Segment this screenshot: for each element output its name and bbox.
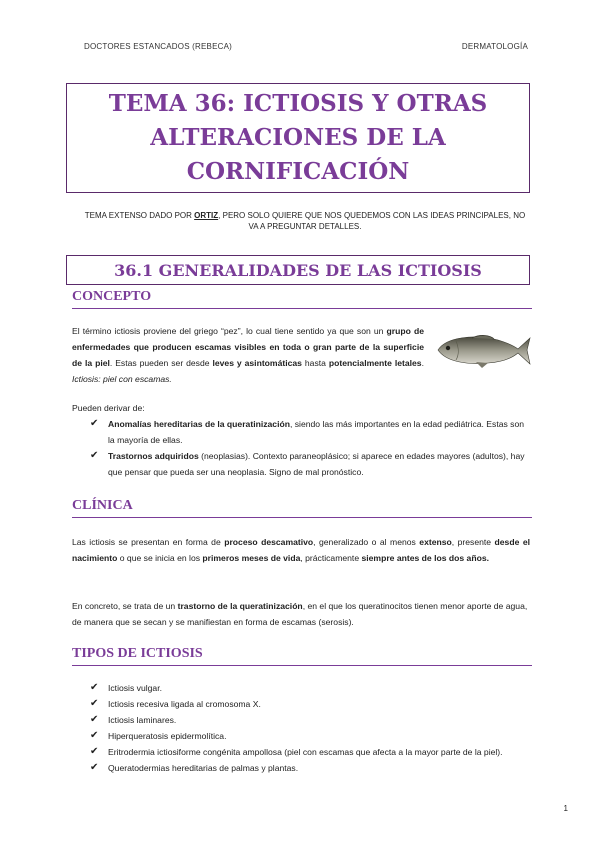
list-item bbox=[90, 448, 530, 480]
intro-note bbox=[80, 210, 530, 232]
text: , en el que los queratinocitos tienen menor aporte de agua, de manera que se secan y se manifiestan en forma de escamas (serosis). bbox=[72, 601, 528, 627]
text-bold: trastorno de la queratinización bbox=[177, 601, 303, 611]
text-bold: proceso descamativo bbox=[224, 537, 314, 547]
concepto-paragraph bbox=[72, 323, 424, 387]
fish-image bbox=[432, 330, 532, 370]
item-text: Queratodermias hereditarias de palmas y plantas. bbox=[108, 763, 299, 773]
item-text: , siendo las más importantes en la edad pediátrica. Estas son la mayoría de ellas. bbox=[108, 419, 525, 445]
check-icon: ✔ bbox=[90, 698, 99, 709]
item-text: Eritrodermia ictiosiforme congénita ampollosa (piel con escamas que afecta a la mayor parte de la piel). bbox=[108, 747, 503, 757]
text: . bbox=[421, 358, 424, 368]
text: El término ictiosis proviene del griego “pez”, lo cual tiene sentido ya que son un bbox=[72, 326, 387, 336]
note-text: TEMA EXTENSO DADO POR bbox=[84, 211, 195, 220]
text-bold: desde el nacimiento bbox=[72, 537, 530, 563]
text-bold: siempre antes de los dos años. bbox=[361, 553, 490, 563]
text-bold: primeros meses de vida bbox=[202, 553, 301, 563]
list-item bbox=[90, 760, 550, 776]
list-item bbox=[90, 696, 550, 712]
item-text: Ictiosis recesiva ligada al cromosoma X. bbox=[108, 699, 261, 709]
list-item bbox=[90, 416, 530, 448]
heading-clinica: CLÍNICA bbox=[72, 498, 532, 518]
heading-tipos: TIPOS DE ICTIOSIS bbox=[72, 646, 532, 666]
check-icon: ✔ bbox=[90, 714, 99, 725]
text: , presente bbox=[451, 537, 495, 547]
page-number: 1 bbox=[563, 804, 568, 813]
item-bold: Trastornos adquiridos bbox=[108, 451, 199, 461]
item-text: Ictiosis laminares. bbox=[108, 715, 177, 725]
check-icon: ✔ bbox=[90, 730, 99, 741]
text-italic: Ictiosis: piel con escamas. bbox=[72, 374, 172, 384]
check-icon: ✔ bbox=[90, 450, 99, 461]
note-author: ORTIZ bbox=[194, 211, 219, 220]
text: Las ictiosis se presentan en forma de bbox=[72, 537, 225, 547]
text: En concreto, se trata de un bbox=[72, 601, 178, 611]
text-bold: potencialmente letales bbox=[328, 358, 422, 368]
section-title: 36.1 GENERALIDADES DE LAS ICTIOSIS bbox=[114, 260, 482, 280]
derivar-label: Pueden derivar de: bbox=[72, 403, 145, 413]
text: o que se inicia en los bbox=[117, 553, 203, 563]
list-item bbox=[90, 712, 550, 728]
text-bold: extenso bbox=[419, 537, 452, 547]
item-text: (neoplasias). Contexto paraneoplásico; si aparece en edades mayores (adultos), hay que pensar que pueda ser una neoplasia. Signo de mal pronóstico. bbox=[108, 451, 525, 477]
tipos-list bbox=[90, 680, 550, 776]
text-bold: grupo de enfermedades que producen escamas visibles en toda o gran parte de la superficie de la piel bbox=[72, 326, 424, 368]
page-title: TEMA 36: ICTIOSIS Y OTRAS ALTERACIONES DE LA CORNIFICACIÓN bbox=[108, 90, 488, 185]
section-box bbox=[66, 255, 530, 285]
heading-concepto: CONCEPTO bbox=[72, 289, 532, 309]
list-item bbox=[90, 728, 550, 744]
clinica-paragraph-2 bbox=[72, 598, 530, 630]
item-bold: Anomalías hereditarias de la queratinización bbox=[108, 419, 290, 429]
check-icon: ✔ bbox=[90, 746, 99, 757]
text: hasta bbox=[301, 358, 329, 368]
list-item bbox=[90, 744, 550, 760]
derivar-list bbox=[90, 416, 530, 480]
text: . Estas pueden ser desde bbox=[109, 358, 213, 368]
item-text: Ictiosis vulgar. bbox=[108, 683, 162, 693]
check-icon: ✔ bbox=[90, 418, 99, 429]
check-icon: ✔ bbox=[90, 682, 99, 693]
note-text-end: , PERO SOLO QUIERE QUE NOS QUEDEMOS CON LAS IDEAS PRINCIPALES, NO VA A PREGUNTAR DETALLES. bbox=[218, 211, 526, 231]
list-item bbox=[90, 680, 550, 696]
header-right: DERMATOLOGÍA bbox=[461, 42, 528, 51]
check-icon: ✔ bbox=[90, 762, 99, 773]
clinica-paragraph-1 bbox=[72, 534, 530, 566]
text-bold: leves y asintomáticas bbox=[212, 358, 302, 368]
title-box bbox=[66, 83, 530, 193]
header-left: DOCTORES ESTANCADOS (REBECA) bbox=[84, 42, 232, 51]
text: , generalizado o al menos bbox=[313, 537, 420, 547]
item-text: Hiperqueratosis epidermolítica. bbox=[108, 731, 227, 741]
text: , prácticamente bbox=[300, 553, 362, 563]
